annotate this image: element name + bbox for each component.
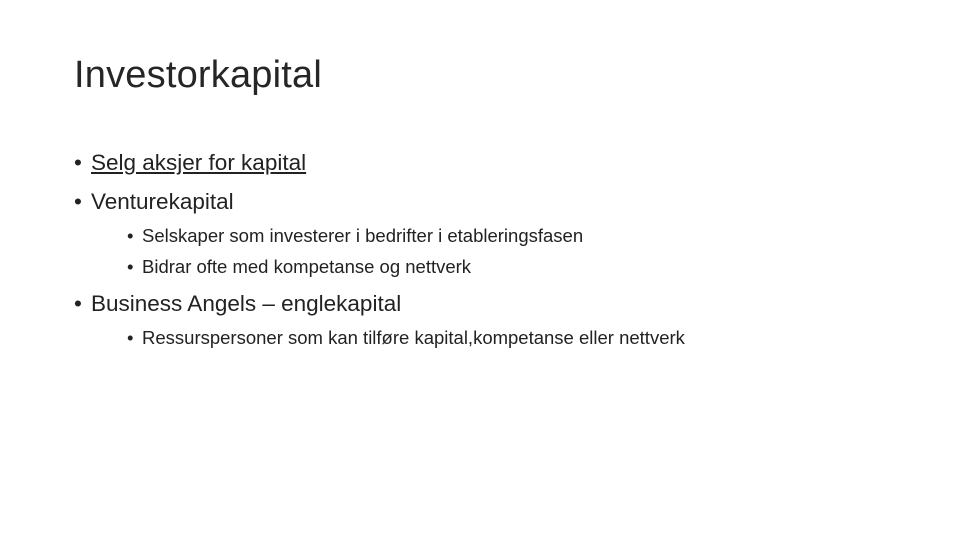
- bullet-icon: •: [127, 256, 134, 277]
- sub-bullet-item-bidrar: [127, 256, 471, 278]
- bullet-icon: •: [127, 225, 134, 246]
- bullet-text: Ressurspersoner som kan tilføre kapital,kompetanse eller nettverk: [142, 327, 685, 348]
- sub-bullet-item-selskaper: [127, 225, 583, 247]
- bullet-icon: •: [74, 291, 82, 316]
- bullet-text: Selskaper som investerer i bedrifter i etableringsfasen: [142, 225, 584, 246]
- bullet-text: Venturekapital: [91, 189, 234, 214]
- sub-bullet-item-ressurspersoner: [127, 327, 685, 349]
- bullet-icon: •: [74, 189, 82, 214]
- bullet-item-business-angels: [74, 291, 401, 317]
- bullet-icon: •: [74, 150, 82, 175]
- bullet-text: Bidrar ofte med kompetanse og nettverk: [142, 256, 472, 277]
- bullet-item-selg-aksjer: [74, 150, 306, 176]
- selg-aksjer-link[interactable]: Selg aksjer for kapital: [91, 150, 307, 175]
- bullet-text: Business Angels – englekapital: [91, 291, 402, 316]
- bullet-item-venturekapital: [74, 189, 234, 215]
- slide-title: Investorkapital: [74, 54, 323, 96]
- bullet-icon: •: [127, 327, 134, 348]
